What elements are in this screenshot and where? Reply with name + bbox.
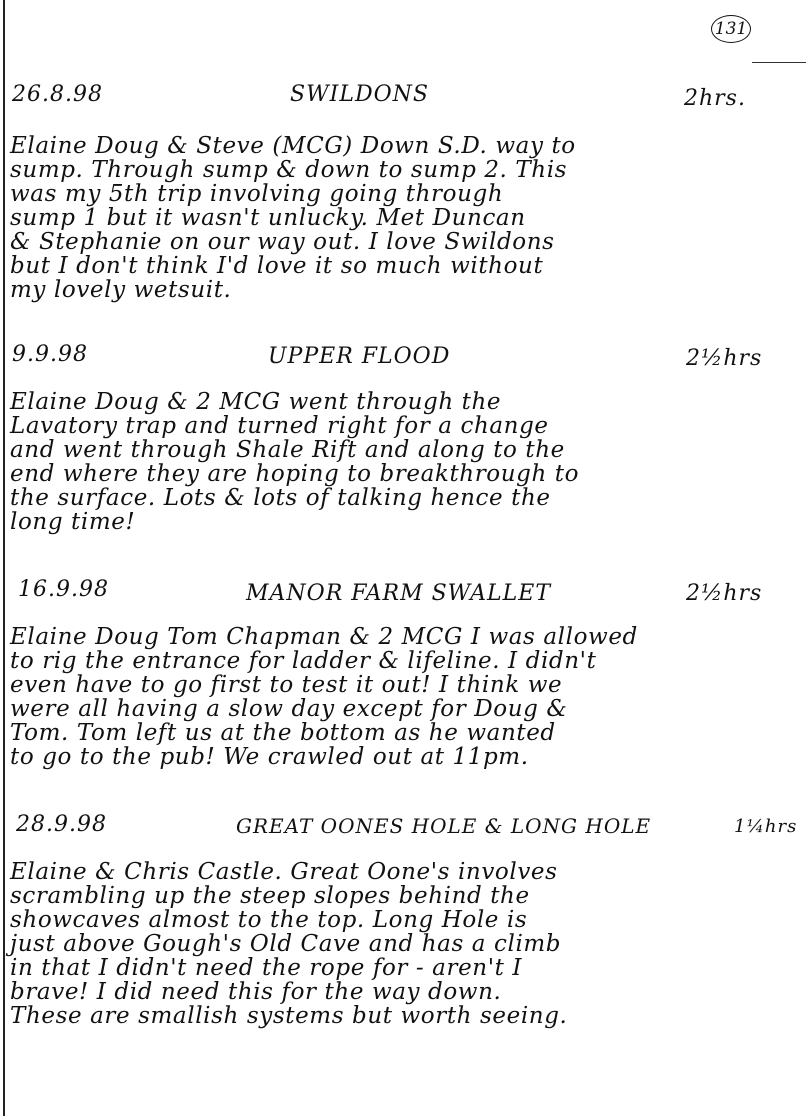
text-line: even have to go first to test it out! I think we [10,672,563,698]
text-line: These are smallish systems but worth seeing. [10,1003,568,1029]
text-line: Elaine Doug & 2 MCG went through the [10,389,502,415]
entry-text [10,134,780,302]
page-number: 131 [711,15,751,43]
text-line: long time! [10,509,136,535]
text-line: sump. Through sump & down to sump 2. This [10,157,568,183]
text-line: scrambling up the steep slopes behind the [10,883,530,909]
text-line: Elaine & Chris Castle. Great Oone's involves [10,859,558,885]
text-line: to go to the pub! We crawled out at 11pm. [10,744,529,770]
entry-location: GREAT OONES HOLE & LONG HOLE [236,814,652,838]
entry-location: UPPER FLOOD [268,344,451,369]
text-line: end where they are hoping to breakthrough to [10,461,580,487]
text-line: Lavatory trap and turned right for a change [10,413,549,439]
text-line: were all having a slow day except for Doug & [10,696,568,722]
entry-date: 26.8.98 [12,82,103,107]
entry-text [10,390,780,534]
text-line: and went through Shale Rift and along to the [10,437,565,463]
entry-location: SWILDONS [290,82,429,107]
entry-text [10,860,780,1028]
text-line: Elaine Doug & Steve (MCG) Down S.D. way to [10,133,576,159]
text-line: just above Gough's Old Cave and has a climb [10,931,562,957]
entry-date: 28.9.98 [16,812,107,837]
text-line: showcaves almost to the top. Long Hole is [10,907,528,933]
text-line: but I don't think I'd love it so much without [10,253,544,279]
text-line: Tom. Tom left us at the bottom as he wanted [10,720,556,746]
entry-duration: 2½hrs [686,346,763,371]
entry-date: 16.9.98 [18,577,109,602]
header-rule [752,62,806,63]
text-line: sump 1 but it wasn't unlucky. Met Duncan [10,205,526,231]
entry-duration: 2½hrs [686,581,763,606]
text-line: in that I didn't need the rope for - aren't I [10,955,523,981]
text-line: the surface. Lots & lots of talking hence the [10,485,551,511]
text-line: was my 5th trip involving going through [10,181,504,207]
text-line: Elaine Doug Tom Chapman & 2 MCG I was allowed [10,624,638,650]
text-line: & Stephanie on our way out. I love Swildons [10,229,555,255]
entry-date: 9.9.98 [12,342,88,367]
entry-duration: 1¼hrs [734,816,798,837]
entry-text [10,625,780,769]
text-line: to rig the entrance for ladder & lifeline. I didn't [10,648,597,674]
text-line: brave! I did need this for the way down. [10,979,502,1005]
text-line: my lovely wetsuit. [10,277,232,303]
margin-line [3,0,5,1116]
entry-duration: 2hrs. [684,86,746,111]
entry-location: MANOR FARM SWALLET [246,581,552,606]
